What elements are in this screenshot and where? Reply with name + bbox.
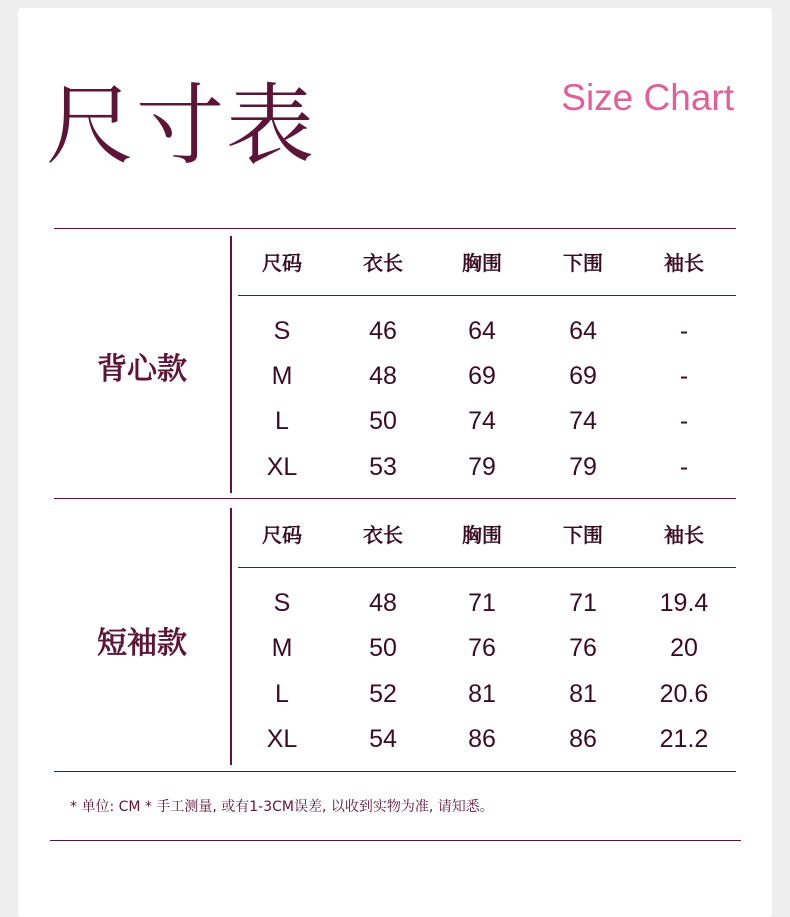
table-cell: - [679, 453, 689, 481]
page-subtitle: Size Chart [561, 77, 734, 118]
table-cell: 76 [569, 634, 597, 662]
header-size: 尺码 [262, 523, 302, 547]
header-hem: 下围 [563, 251, 603, 275]
table-cell: 20.6 [659, 680, 709, 708]
table-top-rule [54, 228, 736, 229]
table-cell: L [275, 680, 289, 708]
table-cell: 81 [569, 680, 597, 708]
table-cell: 50 [369, 407, 397, 435]
header-length: 衣长 [363, 523, 403, 547]
section-1-header-rule [238, 295, 736, 296]
table-cell: 48 [369, 589, 397, 617]
table-cell: 64 [468, 317, 496, 345]
header-length: 衣长 [363, 251, 403, 275]
table-cell: - [679, 407, 689, 435]
page-title: 尺寸表 [46, 74, 317, 177]
table-cell: 86 [569, 725, 597, 753]
table-cell: 54 [369, 725, 397, 753]
table-cell: XL [266, 453, 298, 481]
header-hem: 下围 [563, 523, 603, 547]
section-2-header-rule [238, 567, 736, 568]
table-cell: M [271, 634, 293, 662]
table-cell: 53 [369, 453, 397, 481]
footer-rule [50, 840, 741, 841]
table-cell: M [271, 362, 293, 390]
table-cell: 69 [569, 362, 597, 390]
table-cell: 74 [569, 407, 597, 435]
table-cell: 86 [468, 725, 496, 753]
header-chest: 胸围 [462, 251, 502, 275]
table-cell: 52 [369, 680, 397, 708]
table-cell: 48 [369, 362, 397, 390]
table-cell: 69 [468, 362, 496, 390]
table-cell: XL [266, 725, 298, 753]
measurement-note: * 单位: CM * 手工测量, 或有1-3CM误差, 以收到实物为准, 请知悉。 [70, 799, 494, 815]
table-cell: S [273, 589, 291, 617]
table-cell: 79 [569, 453, 597, 481]
header-sleeve: 袖长 [664, 251, 704, 275]
section-label-vest: 背心款 [97, 352, 187, 387]
table-cell: L [275, 407, 289, 435]
table-cell: - [679, 362, 689, 390]
table-cell: 21.2 [659, 725, 709, 753]
table-cell: S [273, 317, 291, 345]
section-label-short-sleeve: 短袖款 [97, 626, 187, 661]
table-cell: - [679, 317, 689, 345]
table-cell: 71 [569, 589, 597, 617]
table-cell: 46 [369, 317, 397, 345]
table-cell: 71 [468, 589, 496, 617]
table-cell: 79 [468, 453, 496, 481]
table-cell: 74 [468, 407, 496, 435]
table-cell: 64 [569, 317, 597, 345]
table-cell: 50 [369, 634, 397, 662]
table-cell: 76 [468, 634, 496, 662]
table-cell: 19.4 [659, 589, 709, 617]
table-cell: 20 [670, 634, 698, 662]
header-chest: 胸围 [462, 523, 502, 547]
table-cell: 81 [468, 680, 496, 708]
header-sleeve: 袖长 [664, 523, 704, 547]
table-bottom-rule [54, 771, 736, 772]
section-divider-rule [54, 498, 736, 499]
header-size: 尺码 [262, 251, 302, 275]
